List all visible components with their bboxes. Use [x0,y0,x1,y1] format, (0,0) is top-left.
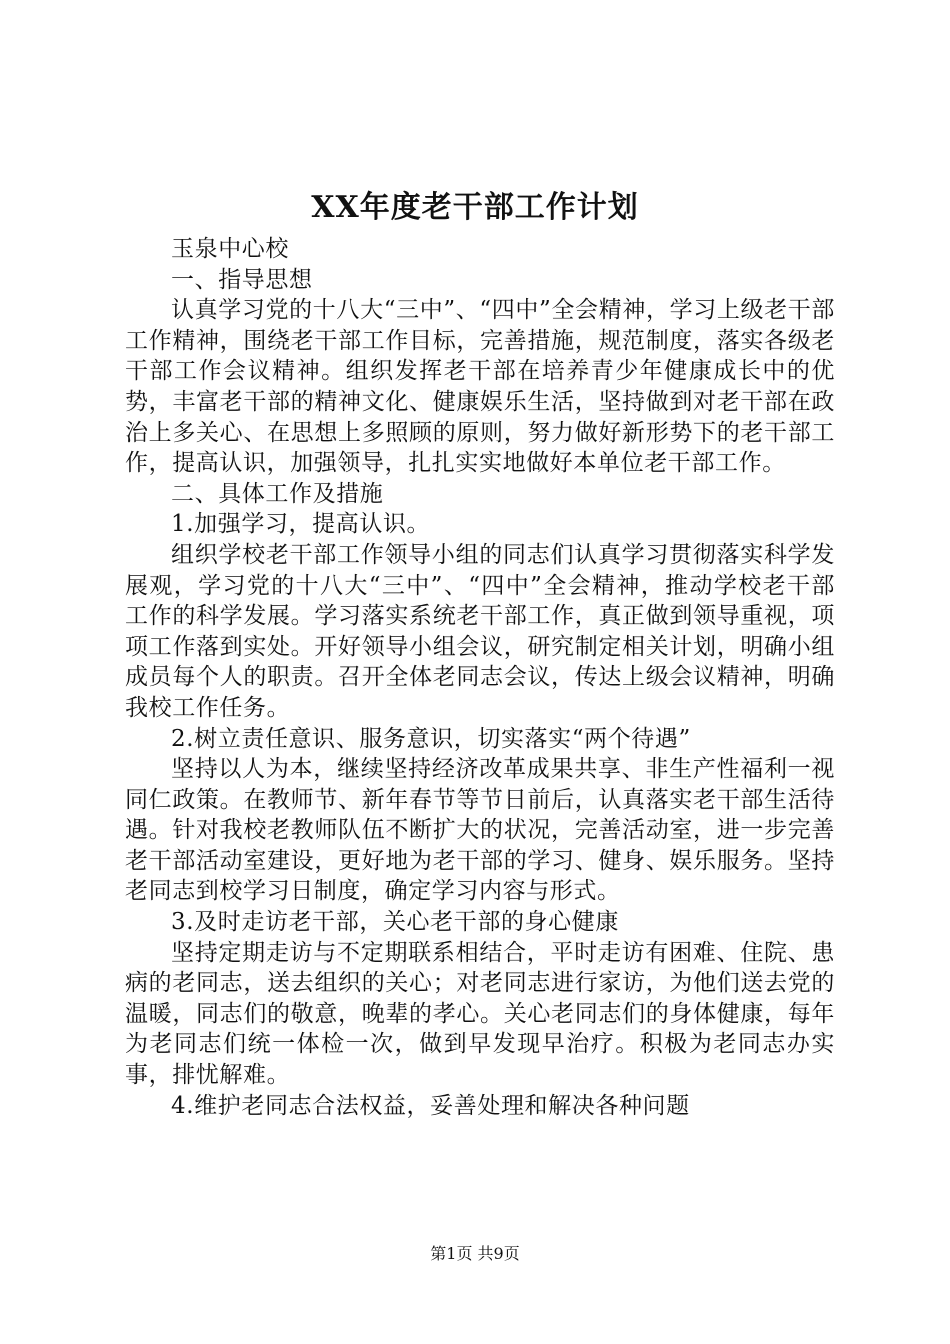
document-body [125,234,835,1121]
subheading-responsibility: 2.树立责任意识、服务意识，切实落实“两个待遇” [171,725,691,752]
school-name: 玉泉中心校 [171,236,289,262]
paragraph-responsibility: 坚持以人为本，继续坚持经济改革成果共享、非生产性福利一视同仁政策。在教师节、新年春节等节日前后，认真落实老干部生活待遇。针对我校老教师队伍不断扩大的状况，完善活动室，进一步完善老干部活动室建设，更好地为老干部的学习、健身、娱乐服务。坚持老同志到校学习日制度，确定学习内容与形式。 [125,756,835,905]
paragraph-study: 组织学校老干部工作领导小组的同志们认真学习贯彻落实科学发展观，学习党的十八大“三中”、“四中”全会精神，推动学校老干部工作的科学发展。学习落实系统老干部工作，真正做到领导重视，项项工作落到实处。开好领导小组会议，研究制定相关计划，明确小组成员每个人的职责。召开全体老同志会议，传达上级会议精神，明确我校工作任务。 [125,541,835,721]
subheading-study: 1.加强学习，提高认识。 [171,511,431,538]
paragraph-visits: 坚持定期走访与不定期联系相结合，平时走访有困难、住院、患病的老同志，送去组织的关心；对老同志进行家访，为他们送去党的温暖，同志们的敬意，晚辈的孝心。关心老同志们的身体健康，每年为老同志们统一体检一次，做到早发现早治疗。积极为老同志办实事，排忧解难。 [125,939,835,1089]
document-title: XX年度老干部工作计划 [311,190,639,225]
section-heading-guiding-ideology: 一、指导思想 [171,266,313,293]
subheading-rights: 4.维护老同志合法权益，妥善处理和解决各种问题 [171,1092,690,1119]
paragraph-guiding-ideology: 认真学习党的十八大“三中”、“四中”全会精神，学习上级老干部工作精神，围绕老干部工作目标，完善措施，规范制度，落实各级老干部工作会议精神。组织发挥老干部在培养青少年健康成长中的优势，丰富老干部的精神文化、健康娱乐生活，坚持做到对老干部在政治上多关心、在思想上多照顾的原则，努力做好新形势下的老干部工作，提高认识，加强领导，扎扎实实地做好本单位老干部工作。 [125,297,835,477]
page-footer: 第1页 共9页 [430,1244,520,1263]
subheading-visits: 3.及时走访老干部，关心老干部的身心健康 [171,909,619,936]
section-heading-measures: 二、具体工作及措施 [171,480,384,507]
